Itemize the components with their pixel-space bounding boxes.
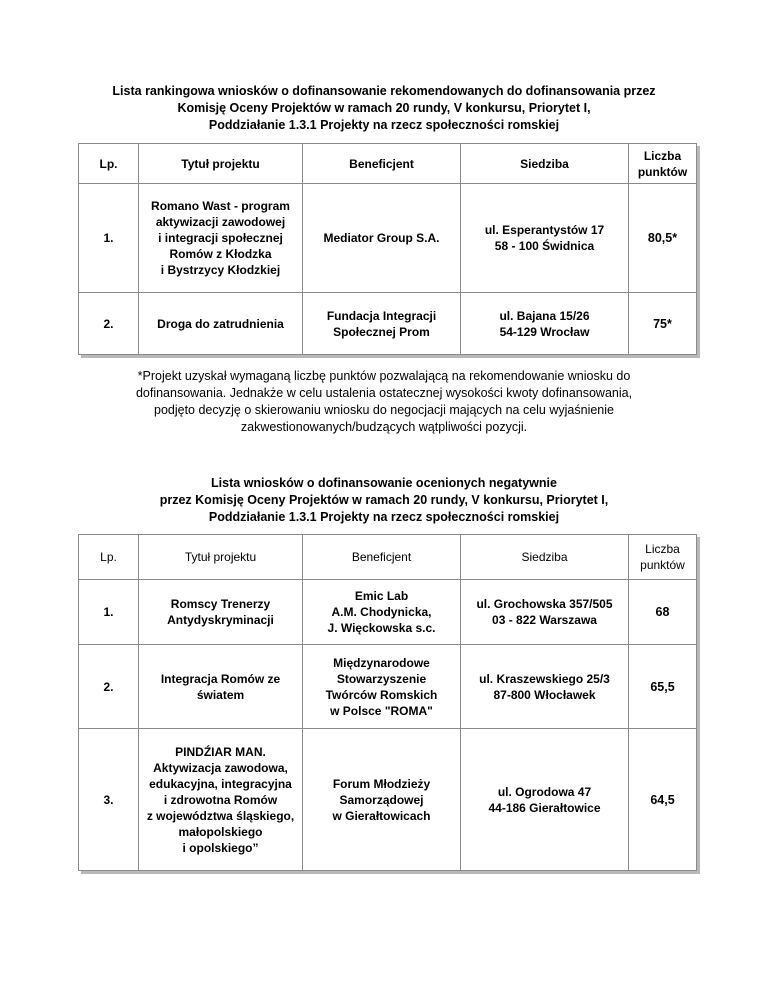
table-row xyxy=(79,580,697,645)
row-title: Romscy Trenerzy Antydyskryminacji xyxy=(139,580,303,645)
heading-line: Poddziałanie 1.3.1 Projekty na rzecz społeczności romskiej xyxy=(208,510,560,524)
row-points: 68 xyxy=(629,580,697,645)
header-title: Tytuł projektu xyxy=(139,535,303,580)
row-beneficiary: Fundacja Integracji Społecznej Prom xyxy=(303,293,461,355)
row-lp: 2. xyxy=(79,293,139,355)
footnote-line: *Projekt uzyskał wymaganą liczbę punktów pozwalającą na rekomendowanie wniosku do xyxy=(137,369,631,383)
negative-table xyxy=(78,534,697,871)
row-title: Integracja Romów ze światem xyxy=(139,645,303,729)
row-lp: 3. xyxy=(79,729,139,871)
ranking-table xyxy=(78,143,697,355)
header-lp: Lp. xyxy=(79,144,139,184)
table-row xyxy=(79,645,697,729)
row-address: ul. Bajana 15/26 54-129 Wrocław xyxy=(461,293,629,355)
row-beneficiary: Forum Młodzieży Samorządowej w Gierałtowicach xyxy=(303,729,461,871)
row-title: PINDŹIAR MAN. Aktywizacja zawodowa, edukacyjna, integracyjna i zdrowotna Romów z województwa śląskiego, małopolskiego i opolskiego” xyxy=(139,729,303,871)
ranking-list-heading xyxy=(0,83,768,134)
footnote-line: podjęto decyzję o skierowaniu wniosku do negocjacji mających na celu wyjaśnienie xyxy=(154,403,614,417)
row-beneficiary: Mediator Group S.A. xyxy=(303,184,461,293)
header-points: Liczba punktów xyxy=(629,144,697,184)
heading-line: Lista wniosków o dofinansowanie ocenionych negatywnie xyxy=(211,476,557,490)
footnote-line: dofinansowania. Jednakże w celu ustalenia ostatecznej wysokości kwoty dofinansowania, xyxy=(135,386,633,400)
row-lp: 2. xyxy=(79,645,139,729)
table-row xyxy=(79,184,697,293)
header-beneficiary: Beneficjent xyxy=(303,535,461,580)
header-address: Siedziba xyxy=(461,144,629,184)
header-lp: Lp. xyxy=(79,535,139,580)
table-header-row xyxy=(79,144,697,184)
row-lp: 1. xyxy=(79,184,139,293)
negative-list-heading xyxy=(0,475,768,526)
row-points: 75* xyxy=(629,293,697,355)
row-points: 65,5 xyxy=(629,645,697,729)
row-address: ul. Kraszewskiego 25/3 87-800 Włocławek xyxy=(461,645,629,729)
row-address: ul. Ogrodowa 47 44-186 Gierałtowice xyxy=(461,729,629,871)
row-title: Romano Wast - program aktywizacji zawodowej i integracji społecznej Romów z Kłodzka i Bystrzycy Kłodzkiej xyxy=(139,184,303,293)
header-beneficiary: Beneficjent xyxy=(303,144,461,184)
row-title: Droga do zatrudnienia xyxy=(139,293,303,355)
row-beneficiary: Międzynarodowe Stowarzyszenie Twórców Romskich w Polsce "ROMA" xyxy=(303,645,461,729)
row-address: ul. Esperantystów 17 58 - 100 Świdnica xyxy=(461,184,629,293)
table-header-row xyxy=(79,535,697,580)
footnote-line: zakwestionowanych/budzących wątpliwości pozycji. xyxy=(240,420,528,434)
row-lp: 1. xyxy=(79,580,139,645)
heading-line: Poddziałanie 1.3.1 Projekty na rzecz społeczności romskiej xyxy=(208,118,560,132)
heading-line: Lista rankingowa wniosków o dofinansowanie rekomendowanych do dofinansowania przez xyxy=(112,84,656,98)
header-address: Siedziba xyxy=(461,535,629,580)
table-row xyxy=(79,293,697,355)
header-points: Liczba punktów xyxy=(629,535,697,580)
row-address: ul. Grochowska 357/505 03 - 822 Warszawa xyxy=(461,580,629,645)
heading-line: Komisję Oceny Projektów w ramach 20 rundy, V konkursu, Priorytet I, xyxy=(177,101,591,115)
heading-line: przez Komisję Oceny Projektów w ramach 20 rundy, V konkursu, Priorytet I, xyxy=(159,493,609,507)
footnote xyxy=(0,368,768,436)
row-beneficiary: Emic Lab A.M. Chodynicka, J. Więckowska s.c. xyxy=(303,580,461,645)
row-points: 64,5 xyxy=(629,729,697,871)
header-title: Tytuł projektu xyxy=(139,144,303,184)
row-points: 80,5* xyxy=(629,184,697,293)
table-row xyxy=(79,729,697,871)
